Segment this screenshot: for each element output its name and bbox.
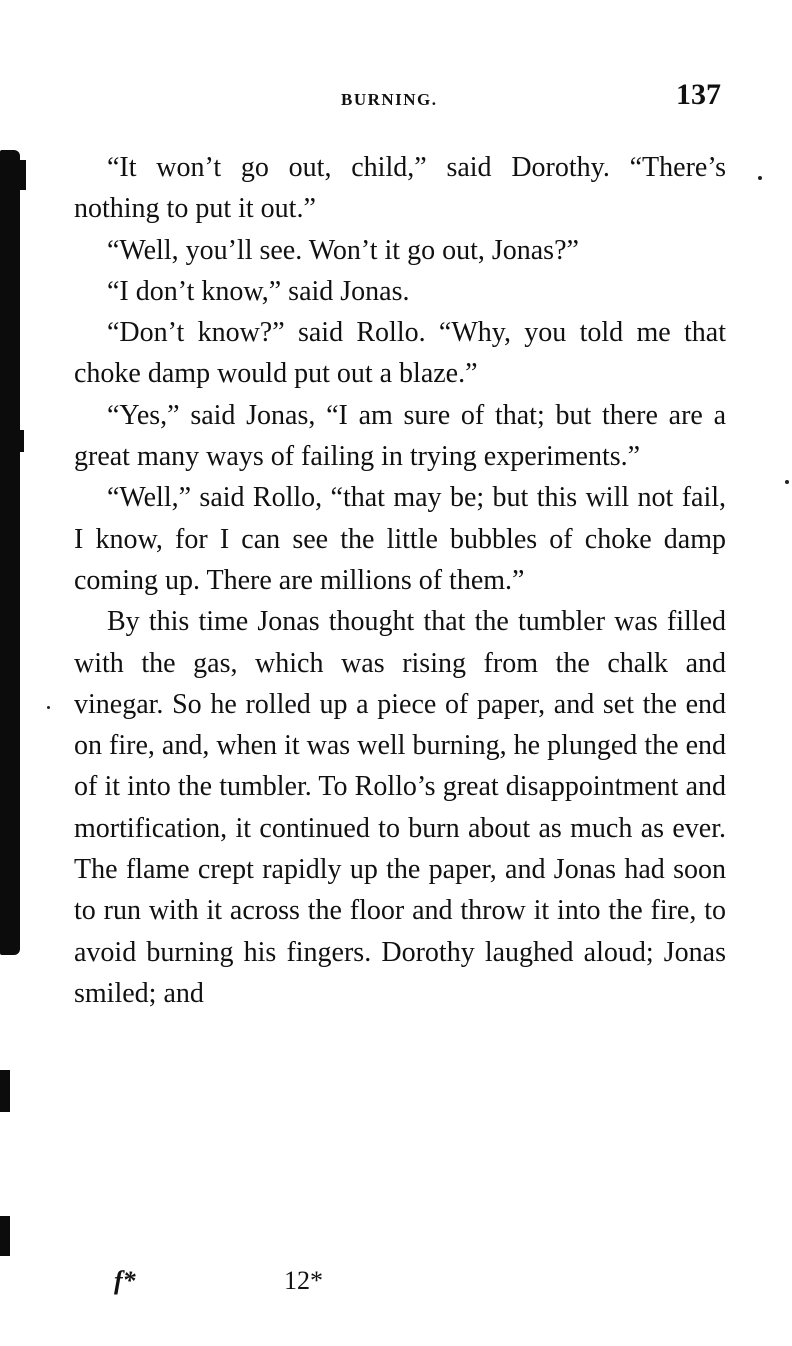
- binding-edge-mark: [0, 1216, 10, 1256]
- scan-speck: [758, 176, 762, 180]
- paragraph: “Well,” said Rollo, “that may be; but this will not fail, I know, for I can see the little bubbles of choke damp coming up. There are millions of them.”: [74, 482, 726, 596]
- signature-mark: f*: [114, 1266, 136, 1295]
- paragraph: “Well, you’ll see. Won’t it go out, Jonas?”: [107, 234, 579, 266]
- scan-speck: [785, 480, 789, 484]
- running-title: BURNING.: [341, 90, 438, 109]
- paragraph: “It won’t go out, child,” said Dorothy. “There’s nothing to put it out.”: [74, 152, 726, 225]
- scan-speck: [47, 706, 50, 709]
- page-footer: [0, 1262, 792, 1302]
- sheet-mark: 12*: [284, 1266, 323, 1295]
- paragraph: “I don’t know,” said Jonas.: [107, 275, 410, 307]
- page-number: 137: [676, 78, 721, 111]
- binding-edge-notch: [16, 160, 26, 190]
- paragraph: “Don’t know?” said Rollo. “Why, you told me that choke damp would put out a blaze.”: [74, 317, 726, 390]
- body-text: [74, 147, 726, 1014]
- binding-edge-shadow: [0, 150, 20, 955]
- binding-edge-notch: [18, 430, 24, 452]
- binding-edge-mark: [0, 1070, 10, 1112]
- paragraph: “Yes,” said Jonas, “I am sure of that; but there are a great many ways of failing in trying experiments.”: [74, 399, 726, 473]
- paragraph: By this time Jonas thought that the tumbler was filled with the gas, which was rising from the chalk and vinegar. So he rolled up a piece of paper, and set the end on fire, and, when it was well burning, he plunged the end of it into the tumbler. To Rollo’s great disappointment and mortification, it continued to burn about as much as ever. The flame crept rapidly up the paper, and Jonas had soon to run with it across the floor and throw it into the fire, to avoid burning his fingers. Dorothy laughed aloud; Jonas smiled; and: [74, 606, 726, 1009]
- page-header: [0, 78, 792, 118]
